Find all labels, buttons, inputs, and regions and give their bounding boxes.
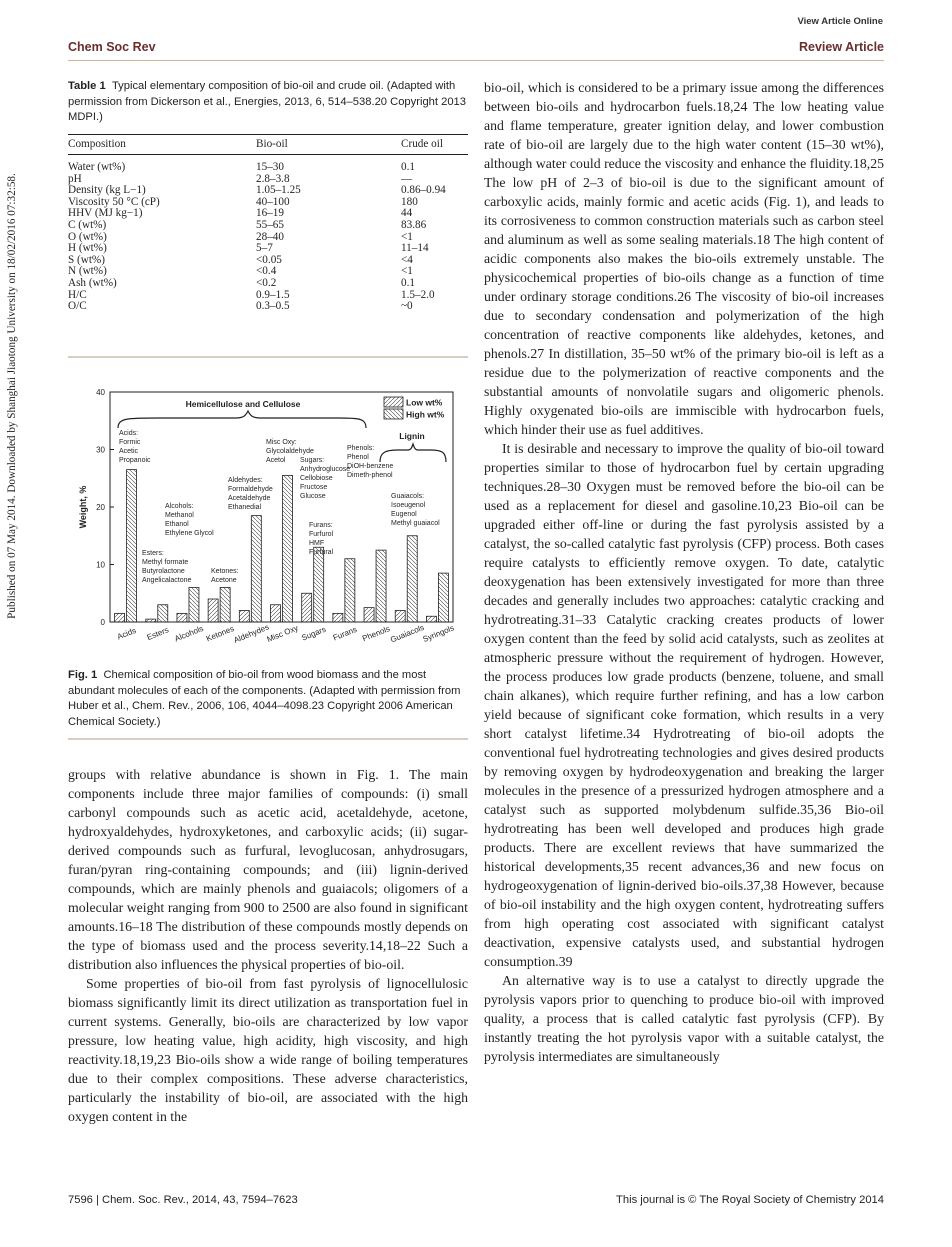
table-header-cell: Composition <box>68 135 256 155</box>
annotation-phenols: DiOH-benzene <box>347 463 394 470</box>
table-cell: 0.1 <box>401 161 415 173</box>
table-caption-text: Typical elementary composition of bio-oil and crude oil. (Adapted with permission from Dickerson et al., Energies, 2013, 6, 514–538.20 Copyright 2013 MDPI.) <box>68 80 467 123</box>
bar-low <box>115 613 125 622</box>
annotation-acids: Formic <box>119 439 141 446</box>
paragraph: Some properties of bio-oil from fast pyrolysis of lignocellulosic biomass significantly limit its direct utilization as transportation fuel in current systems. Generally, bio-oils are characterized by low vapor pressure, low heating value, high acidity, high viscosity, and high reactivity.18,19,23 Bio-oils show a wide range of boiling temperatures due to their complex compositions. These adverse characteristics, particularly the instability of bio-oil, are associated with the high oxygen content in the <box>68 976 468 1124</box>
table-row <box>68 301 468 313</box>
bar-high <box>158 605 168 622</box>
x-tick-label: Syringols <box>421 623 456 645</box>
annotation-acids: Acids: <box>119 430 139 437</box>
y-axis-label: Weight, % <box>78 485 88 529</box>
bar-low <box>426 616 436 622</box>
table-cell: <0.05 <box>256 253 282 266</box>
table-cell: N (wt%) <box>68 265 107 278</box>
table-cell: 1.05–1.25 <box>256 184 301 197</box>
table-header-cell: Bio-oil <box>256 135 401 155</box>
y-tick-label: 40 <box>96 388 105 397</box>
right-column <box>484 78 884 1066</box>
annotation-sugars: Cellobiose <box>300 475 333 482</box>
annotation-sugars: Sugars: <box>300 457 325 464</box>
table-cell: <0.2 <box>256 276 277 289</box>
bar-low <box>302 593 312 622</box>
left-column <box>68 765 468 1126</box>
paragraph: An alternative way is to use a catalyst to directly upgrade the pyrolysis vapors prior to quenching to produce bio-oil with improved quality, a process that is called catalytic fast pyrolysis (CFP). By instantly treating the hot pyrolysis vapor with a suitable catalyst, the pyrolysis intermediates are simultaneously <box>484 973 884 1064</box>
annotation-sugars: Fructose <box>300 484 328 491</box>
table-cell: O (wt%) <box>68 230 107 243</box>
bar-low <box>208 599 218 622</box>
table-cell: S (wt%) <box>68 253 105 266</box>
bar-low <box>271 605 281 622</box>
group-label-lignin: Lignin <box>399 431 425 441</box>
bar-low <box>333 613 343 622</box>
table-cell: Density (kg L−1) <box>68 184 146 197</box>
annotation-phenols: Phenol <box>347 454 369 461</box>
lignin-brace <box>380 444 446 462</box>
table-row <box>68 155 468 174</box>
header-rule <box>68 60 884 61</box>
annotation-esters: Butyrolactone <box>142 568 185 575</box>
table-cell: 5–7 <box>256 242 273 255</box>
bar-high <box>283 475 293 622</box>
table-cell: Viscosity 50 °C (cP) <box>68 195 160 208</box>
annotation-alcohols: Alcohols: <box>165 503 194 510</box>
bar-low <box>177 613 187 622</box>
x-tick-label: Sugars <box>300 624 328 643</box>
annotation-esters: Angelicalactone <box>142 577 192 584</box>
group-label-hemicellulose: Hemicellulose and Cellulose <box>185 399 301 409</box>
table-cell: HHV (MJ kg−1) <box>68 207 143 220</box>
table-cell: C (wt%) <box>68 218 107 231</box>
table-cell: <1 <box>401 265 413 278</box>
annotation-misc: Misc Oxy: <box>266 439 297 446</box>
table-row <box>68 278 468 290</box>
annotation-guaiacols: Methyl guaiacol <box>391 520 440 527</box>
table-cell: 0.1 <box>401 276 415 289</box>
table-cell: 0.9–1.5 <box>256 288 290 301</box>
y-tick-label: 0 <box>100 618 105 627</box>
annotation-sugars: Anhydroglucose <box>300 466 351 473</box>
table-cell: H (wt%) <box>68 242 107 255</box>
x-tick-label: Furans <box>331 624 359 643</box>
article-type: Review Article <box>799 40 884 54</box>
bio-oil-composition-chart <box>68 380 468 662</box>
bar-high <box>345 559 355 622</box>
x-tick-label: Alcohols <box>173 623 205 644</box>
journal-name: Chem Soc Rev <box>68 40 156 54</box>
annotation-ketones: Acetone <box>211 577 237 584</box>
annotation-phenols: Phenols: <box>347 445 375 452</box>
bar-high <box>127 470 137 622</box>
annotation-acids: Propanoic <box>119 457 151 464</box>
annotation-aldehydes: Aldehydes: <box>228 477 263 484</box>
table-cell: 0.3–0.5 <box>256 300 290 313</box>
annotation-misc: Glycolaldehyde <box>266 448 314 455</box>
figure-caption <box>68 668 468 730</box>
table-cell: 83.86 <box>401 218 427 231</box>
annotation-furans: Furfural <box>309 549 334 556</box>
table-cell: <4 <box>401 253 413 266</box>
bar-high <box>314 547 324 622</box>
x-tick-label: Misc Oxy <box>265 623 300 645</box>
table-cell: 44 <box>401 207 413 220</box>
table-cell: pH <box>68 172 82 185</box>
annotation-alcohols: Methanol <box>165 512 194 519</box>
table-cell: <1 <box>401 230 413 243</box>
bar-low <box>364 608 374 622</box>
y-tick-label: 10 <box>96 560 105 570</box>
annotation-alcohols: Ethanol <box>165 521 189 528</box>
x-tick-label: Phenols <box>361 624 392 644</box>
y-tick-label: 30 <box>96 445 105 455</box>
bar-low <box>146 619 156 622</box>
composition-table <box>68 134 468 313</box>
x-tick-label: Guaiacols <box>389 622 426 645</box>
y-tick-label: 20 <box>96 503 105 512</box>
figure-caption-label: Fig. 1 <box>68 669 98 681</box>
paragraph: It is desirable and necessary to improve the quality of bio-oil toward properties similar to those of hydrocarbon fuel by certain upgrading techniques.28–30 Oxygen must be removed before the bio-oil can be used as a replacement for diesel and gasoline.10,23 Bio-oil can be upgraded either off-line or during the fast pyrolysis assisted by a catalyst, the so-called catalytic fast pyrolysis (CFP) process. Both cases require catalysts to efficiently remove oxygen. To date, catalytic deoxygenation has been extensively investigated for more than three decades and generally includes two approaches: catalytic cracking and hydrotreating.31–33 Catalytic cracking creates products of lower oxygen content than the feed by solid acid catalysts, such as zeolites at atmospheric pressure without the requirement of hydrogen. However, the process produces low grade products (benzene, toluene, and small chain alkanes), which require further refining, and has a low carbon yield because of significant coke formation, which results in a very short catalyst lifetime.34 Hydrotreating of bio-oil adopts the conventional fuel hydrotreating technologies and gives desired products by removing oxygen by hydrodeoxygenation and breaking the larger molecules in the presence of a pressurized hydrogen atmosphere and a catalyst such as supported molybdenum sulfide.35,36 Bio-oil hydrotreating has been well developed and produces high grade products. There are excellent reviews that have summarized the historical developments,35 recent advances,36 and new focus on hydrogeoxygenation of lignin-derived bio-oils.37,38 However, because of bio-oil instability and the high oxygen content, hydrotreating suffers from high operating cost associated with significant catalyst deactivation, expensive catalysts used, and substantial hydrogen consumption.39 <box>484 441 884 969</box>
annotation-alcohols: Ethylene Glycol <box>165 530 214 537</box>
table-end-rule <box>68 356 468 358</box>
table-header-row <box>68 135 468 155</box>
table-cell: <0.4 <box>256 265 277 278</box>
download-stamp <box>4 152 20 652</box>
annotation-ketones: Ketones: <box>211 568 239 575</box>
table-cell: 15–30 <box>256 161 284 173</box>
table-cell: O/C <box>68 300 87 313</box>
bar-high <box>189 588 199 623</box>
footer-copyright: This journal is © The Royal Society of Chemistry 2014 <box>616 1194 884 1206</box>
table-caption-label: Table 1 <box>68 80 106 92</box>
table-header-cell: Crude oil <box>401 135 468 155</box>
annotation-guaiacols: Isoeugenol <box>391 502 426 509</box>
figure-end-rule <box>68 738 468 740</box>
annotation-furans: Furfurol <box>309 531 334 538</box>
paragraph: groups with relative abundance is shown in Fig. 1. The main components include three major families of compounds: (i) small carbonyl compounds such as acetic acid, acetaldehyde, acetone, hydroxyaldehydes, hydroxyketones, and carboxylic acids; (ii) sugar-derived compounds such as furfural, levoglucosan, anhydrosugars, furan/pyran ring-containing compounds; and (iii) lignin-derived compounds, which are mainly phenols and guaiacols; oligomers of a molecular weight ranging from 900 to 2500 are also found in significant amounts.16–18 The distribution of these compounds mostly depends on the type of biomass used and the process severity.14,18–22 Such a distribution also influences the physical properties of bio-oil. <box>68 767 468 972</box>
bar-high <box>407 536 417 622</box>
annotation-esters: Methyl formate <box>142 559 189 566</box>
table-cell: 16–19 <box>256 207 284 220</box>
bar-high <box>220 588 230 623</box>
table-cell: 55–65 <box>256 218 284 231</box>
table-cell: — <box>401 172 413 185</box>
bar-high <box>438 573 448 622</box>
table-cell: 1.5–2.0 <box>401 288 435 301</box>
legend-label: High wt% <box>406 409 445 420</box>
legend-label: Low wt% <box>406 397 443 408</box>
annotation-aldehydes: Formaldehyde <box>228 486 273 493</box>
table-cell: H/C <box>68 288 87 301</box>
annotation-aldehydes: Acetaldehyde <box>228 495 271 502</box>
annotation-acids: Acetic <box>119 448 139 455</box>
view-article-online-link[interactable]: View Article Online <box>797 16 883 27</box>
table-cell: Water (wt%) <box>68 161 126 173</box>
x-tick-label: Acids <box>115 625 138 642</box>
footer-page-citation: 7596 | Chem. Soc. Rev., 2014, 43, 7594–7623 <box>68 1194 298 1206</box>
table-cell: 11–14 <box>401 242 429 255</box>
bar-high <box>251 516 261 622</box>
annotation-misc: Acetol <box>266 457 286 464</box>
annotation-phenols: Dimeth-phenol <box>347 472 393 479</box>
x-tick-label: Ketones <box>204 624 236 644</box>
x-tick-label: Aldehydes <box>232 622 271 645</box>
table-cell: 28–40 <box>256 230 284 243</box>
annotation-furans: Furans: <box>309 522 333 529</box>
annotation-furans: HMF <box>309 540 325 547</box>
bar-low <box>239 611 249 623</box>
x-tick-label: Esters <box>145 625 171 643</box>
legend-swatch <box>384 409 403 419</box>
table-row <box>68 243 468 255</box>
table-cell: 2.8–3.8 <box>256 172 290 185</box>
annotation-guaiacols: Eugenol <box>391 511 417 518</box>
bar-high <box>376 550 386 622</box>
annotation-esters: Esters: <box>142 550 164 557</box>
table-cell: 0.86–0.94 <box>401 184 446 197</box>
table-cell: ~0 <box>401 300 413 313</box>
legend-swatch <box>384 397 403 407</box>
annotation-sugars: Glucose <box>300 493 326 500</box>
table-row <box>68 220 468 232</box>
table-caption <box>68 79 468 126</box>
table-cell: 40–100 <box>256 195 290 208</box>
download-stamp-text: Published on 07 May 2014. Downloaded by Shanghai Jiaotong University on 18/02/2016 07:32:58. <box>6 173 18 619</box>
table-cell: Ash (wt%) <box>68 276 117 289</box>
annotation-aldehydes: Ethanedial <box>228 504 262 511</box>
annotation-guaiacols: Guaiacols: <box>391 493 425 500</box>
bar-low <box>395 611 405 623</box>
hemicellulose-brace <box>118 411 366 428</box>
paragraph: bio-oil, which is considered to be a primary issue among the differences between bio-oils and hydrocarbon fuels.18,24 The low heating value and flame temperature, greater ignition delay, and lower combustion rate of bio-oil are largely due to the high water content (15–30 wt%), although water could reduce the viscosity and enhance the fluidity.18,25 The low pH of 2–3 of bio-oil is due to the significant amount of carboxylic acids, mainly formic and acetic acids (Fig. 1), and leads to its corrosiveness to common construction materials such as carbon steel and aluminum as well as some sealing materials.18 The high content of acidic components also makes the bio-oils extremely unstable. The physicochemical properties of bio-oils change as a function of time under ordinary storage conditions.26 The viscosity of bio-oil increases due to secondary condensation and polymerization of the high concentration of reactive components like aldehydes, ketones, and phenols.27 In distillation, 35–50 wt% of the primary bio-oil is left as a residue due to the polymerization of reactive components and the substantial amounts of nonvolatile sugars and oligomeric phenols. Highly oxygenated bio-oils are immiscible with hydrocarbon fuels, which hinder their use as fuel additives. <box>484 80 884 437</box>
table-cell: 180 <box>401 195 418 208</box>
table-body <box>68 155 468 313</box>
figure-caption-text: Chemical composition of bio-oil from wood biomass and the most abundant molecules of each of the components. (Adapted with permission from Huber et al., Chem. Rev., 2006, 106, 4044–4098.23 Copyright 2006 American Chemical Society.) <box>68 669 461 728</box>
